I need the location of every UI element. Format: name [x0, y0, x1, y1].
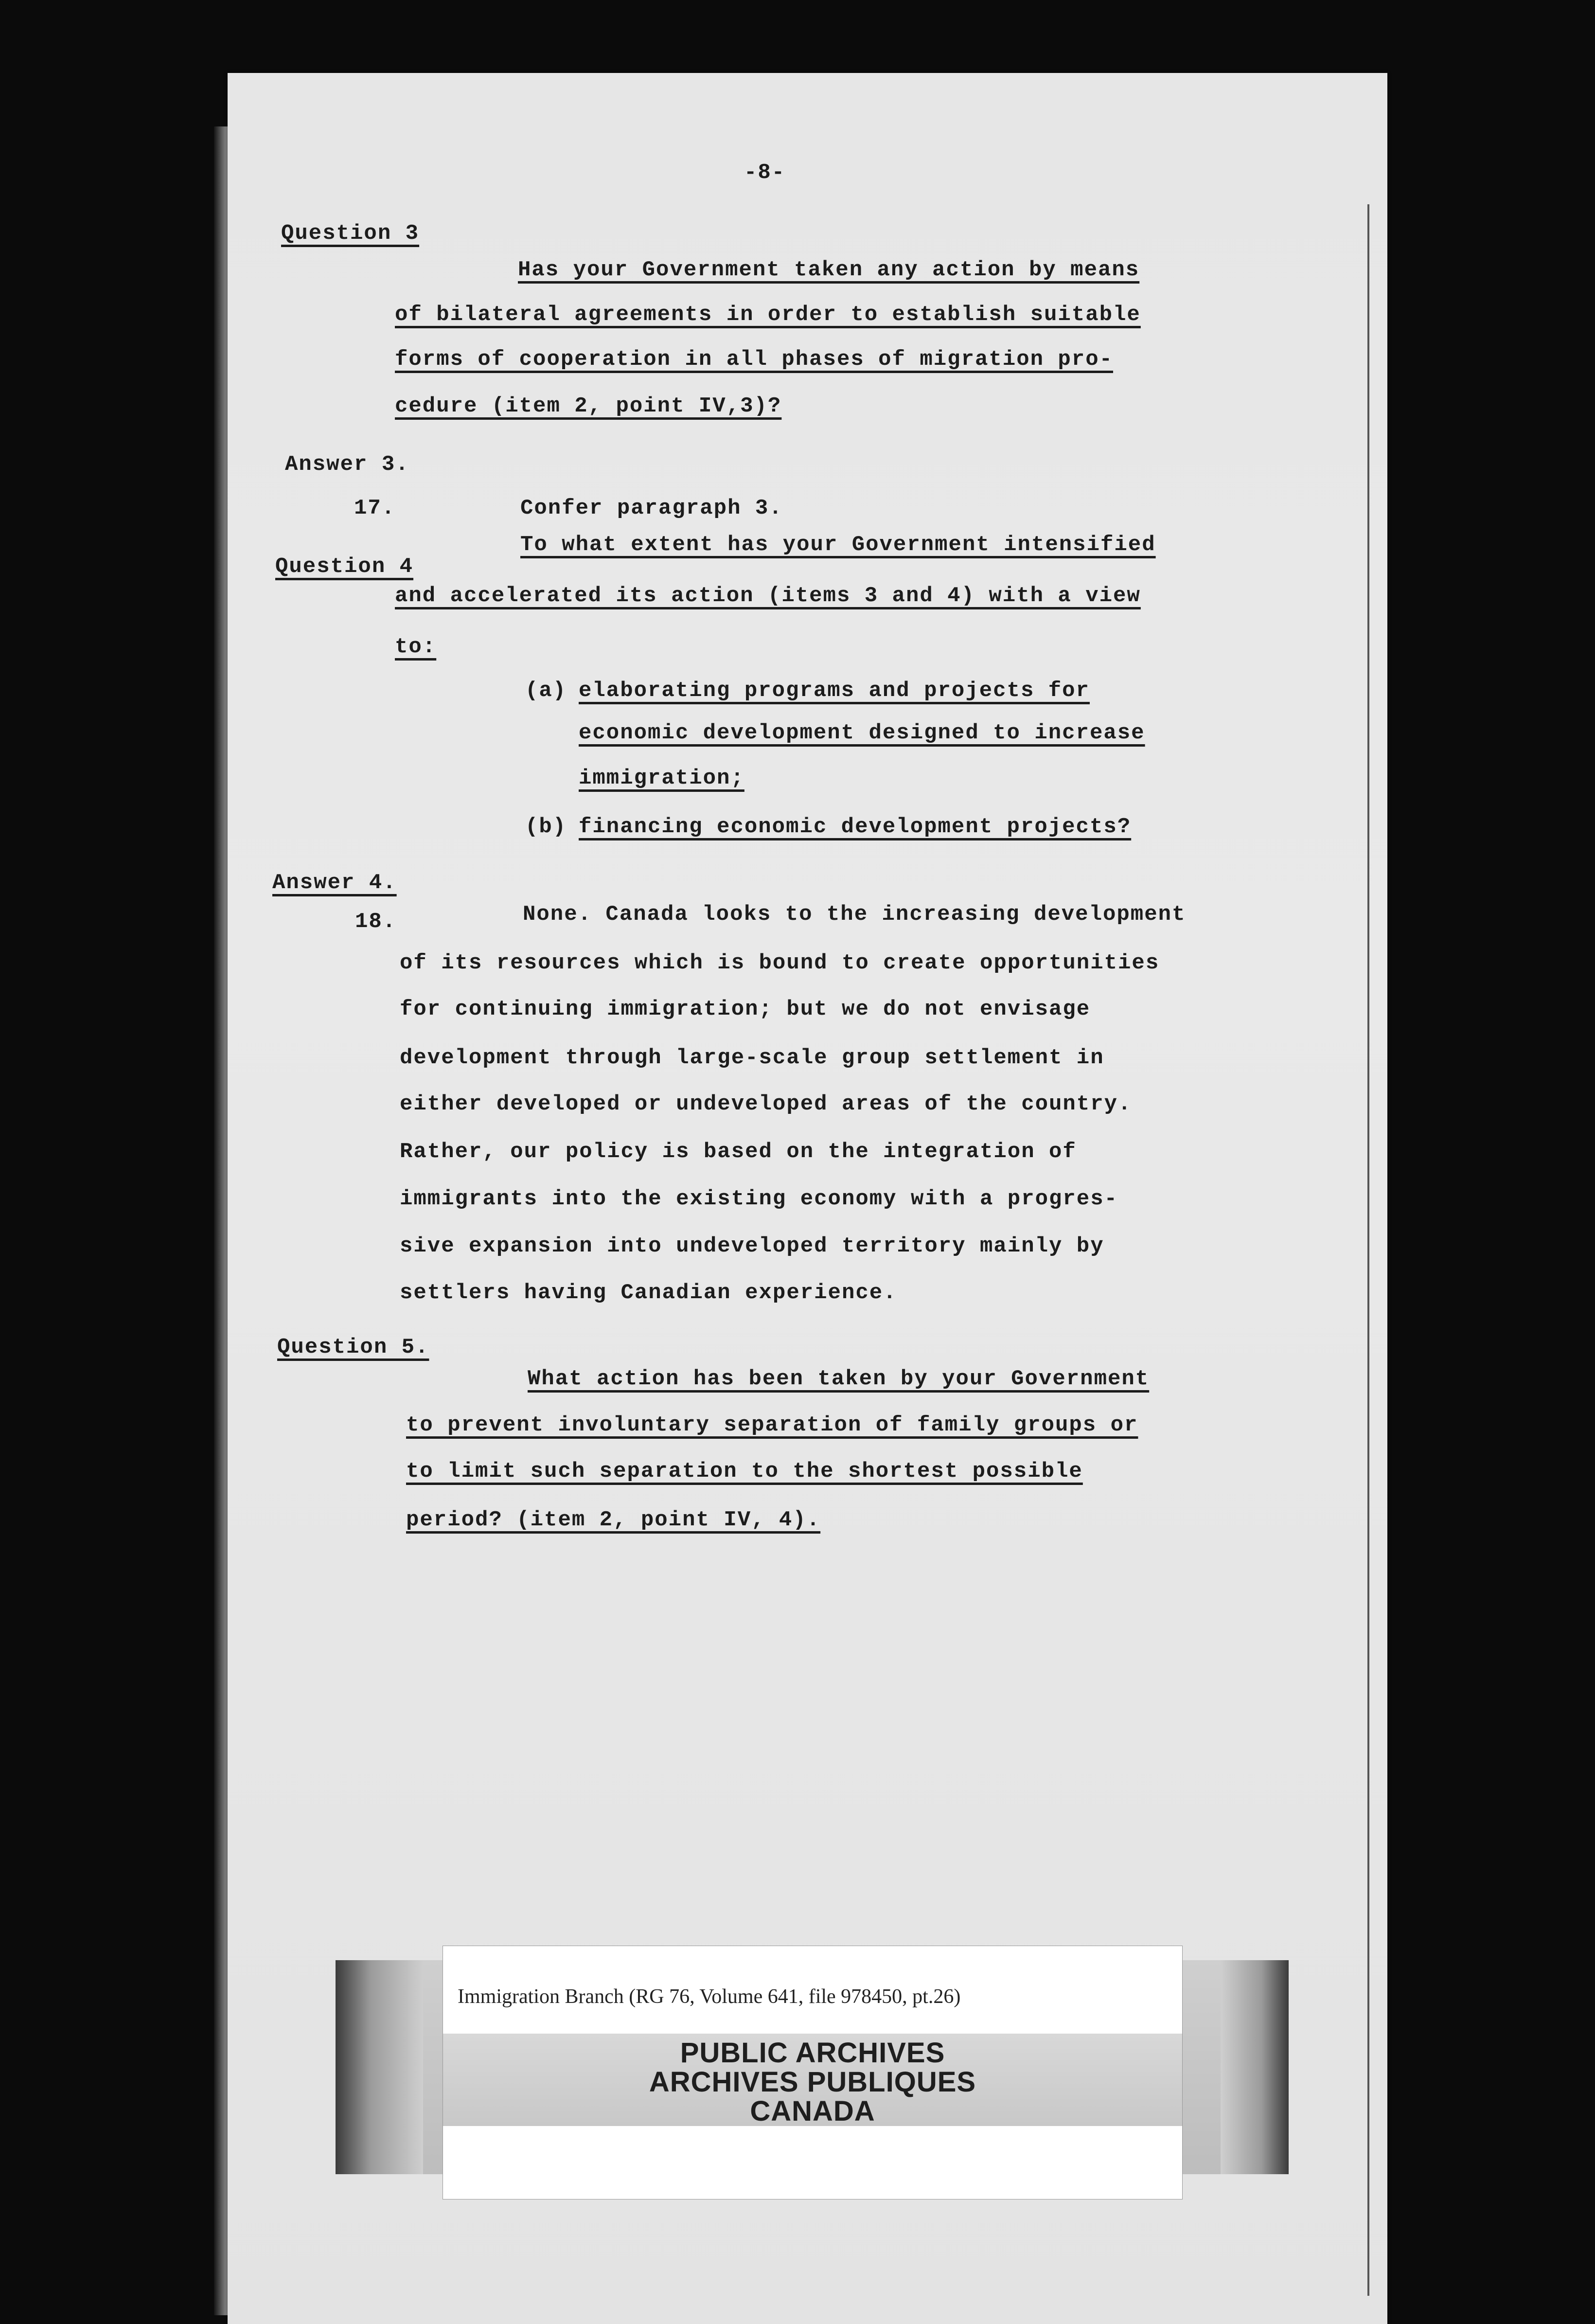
answer-3-label: Answer 3.: [285, 452, 409, 477]
page-number: -8-: [744, 161, 786, 185]
item-a-line-1: elaborating programs and projects for: [579, 679, 1090, 703]
item-a-line-3: immigration;: [579, 766, 744, 790]
question-5-line-3: to limit such separation to the shortest possible: [406, 1459, 1083, 1484]
stamp-line-2: ARCHIVES PUBLIQUES: [649, 2066, 976, 2098]
page-right-edge: [1367, 204, 1369, 2296]
torn-edge-right: [1221, 1960, 1289, 2174]
torn-edge-left: [336, 1960, 423, 2174]
item-b-marker: (b): [525, 815, 567, 839]
paragraph-18-number: 18.: [355, 910, 397, 934]
archive-reference-card: [443, 1946, 1183, 2199]
stamp-line-1: PUBLIC ARCHIVES: [680, 2037, 945, 2069]
question-4-label: Question 4: [275, 554, 414, 579]
answer-4-line-7: immigrants into the existing economy with a progres-: [400, 1187, 1118, 1211]
question-3-line-2: of bilateral agreements in order to establish suitable: [395, 303, 1141, 327]
item-a-line-2: economic development designed to increase: [579, 721, 1145, 745]
question-5-line-1: What action has been taken by your Government: [528, 1367, 1150, 1391]
question-4-line-1: To what extent has your Government intensified: [520, 533, 1156, 557]
question-3-line-4: cedure (item 2, point IV,3)?: [395, 394, 782, 418]
question-5-label: Question 5.: [277, 1335, 429, 1359]
answer-4-line-2: of its resources which is bound to create opportunities: [400, 951, 1160, 975]
item-b-line-1: financing economic development projects?: [579, 815, 1132, 839]
question-3-label: Question 3: [281, 221, 420, 246]
archive-reference: Immigration Branch (RG 76, Volume 641, file 978450, pt.26): [458, 1985, 961, 2008]
question-5-line-2: to prevent involuntary separation of family groups or: [406, 1413, 1138, 1437]
answer-4-label: Answer 4.: [272, 871, 397, 895]
answer-4-line-4: development through large-scale group settlement in: [400, 1046, 1104, 1070]
item-a-marker: (a): [525, 679, 567, 703]
public-archives-stamp: [638, 2038, 988, 2126]
question-4-line-2: and accelerated its action (items 3 and 4) with a view: [395, 584, 1141, 608]
answer-4-line-1: None. Canada looks to the increasing development: [523, 902, 1186, 927]
paragraph-17-number: 17.: [354, 496, 396, 520]
question-3-line-1: Has your Government taken any action by means: [518, 258, 1140, 282]
answer-4-line-6: Rather, our policy is based on the integration of: [400, 1140, 1077, 1164]
answer-3-text: Confer paragraph 3.: [520, 496, 783, 520]
question-4-line-3: to:: [395, 635, 437, 659]
question-3-line-3: forms of cooperation in all phases of migration pro-: [395, 347, 1114, 372]
answer-4-line-3: for continuing immigration; but we do not envisage: [400, 997, 1091, 1021]
question-5-line-4: period? (item 2, point IV, 4).: [406, 1508, 821, 1532]
stamp-line-3: CANADA: [750, 2095, 875, 2127]
answer-4-line-9: settlers having Canadian experience.: [400, 1281, 897, 1305]
answer-4-line-8: sive expansion into undeveloped territory mainly by: [400, 1234, 1104, 1258]
answer-4-line-5: either developed or undeveloped areas of the country.: [400, 1092, 1132, 1116]
